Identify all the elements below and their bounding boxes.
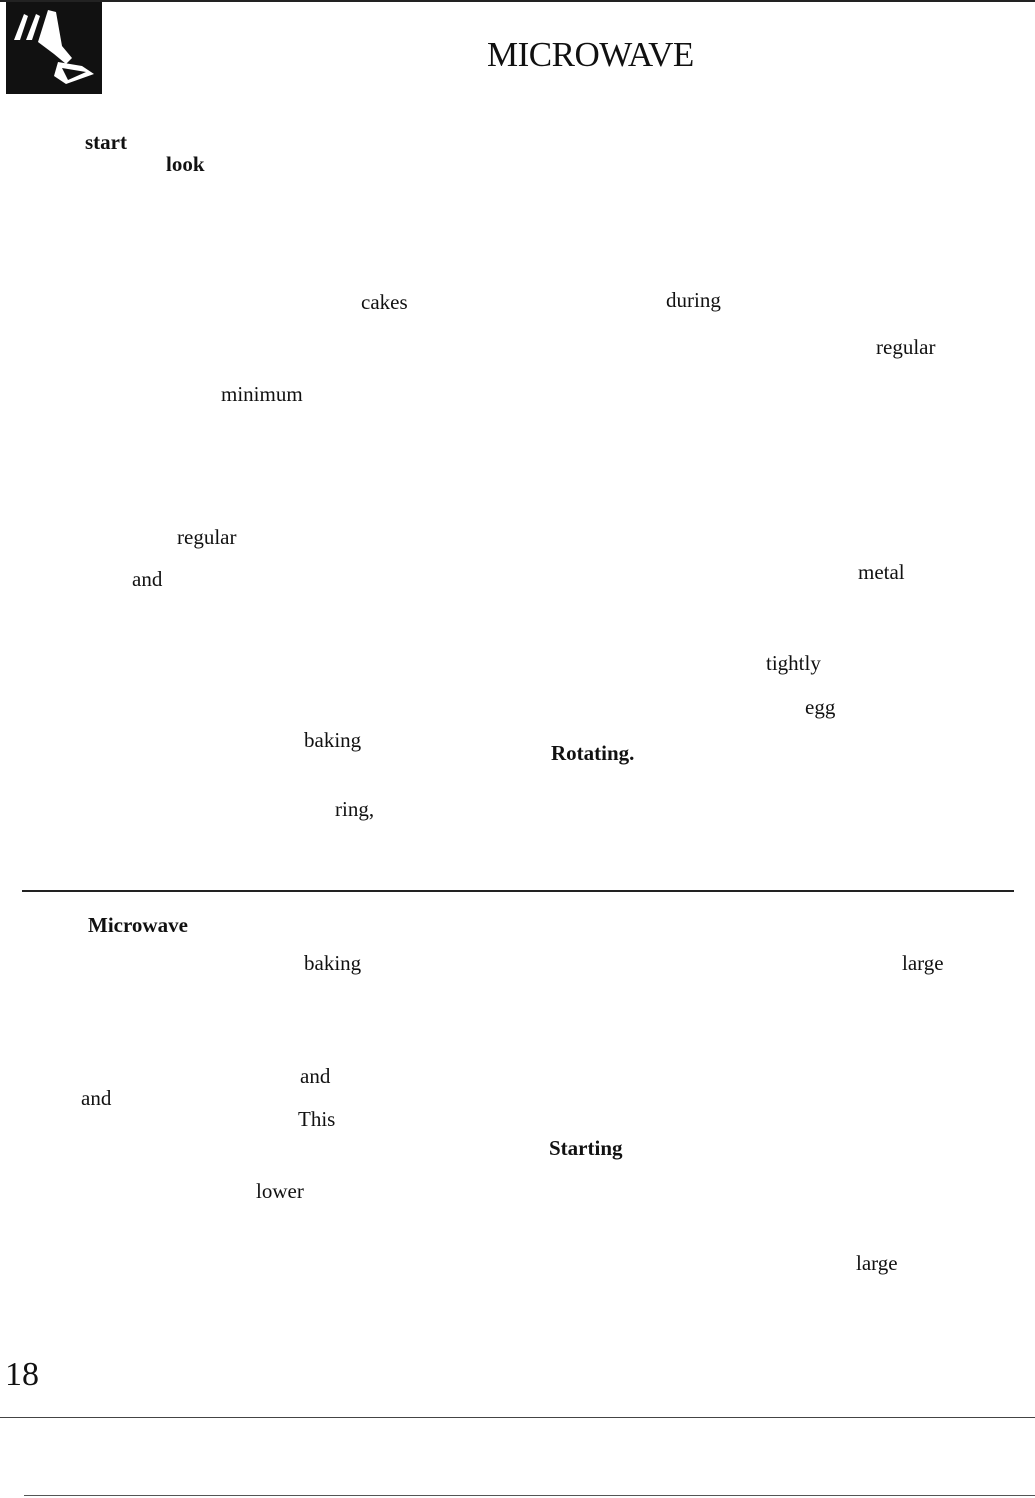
text-rotating: Rotating. — [551, 741, 635, 765]
bottom-rule — [24, 1495, 1035, 1496]
section-divider — [22, 890, 1014, 892]
page-number: 18 — [5, 1356, 39, 1393]
text-minimum: minimum — [221, 382, 303, 406]
top-border — [0, 0, 1035, 2]
footer-rule — [0, 1417, 1035, 1418]
text-and: and — [300, 1064, 331, 1088]
text-regular: regular — [876, 335, 936, 359]
text-and: and — [81, 1086, 112, 1110]
text-tightly: tightly — [766, 651, 821, 675]
page-title: MICROWAVE — [487, 35, 694, 74]
text-during: during — [666, 288, 721, 312]
text-regular: regular — [177, 525, 237, 549]
text-and: and — [132, 567, 163, 591]
text-baking: baking — [304, 951, 362, 975]
text-cakes: cakes — [361, 290, 408, 314]
text-this: This — [298, 1107, 336, 1131]
section-heading-microwave: Microwave — [88, 913, 188, 937]
text-start: start — [85, 130, 127, 154]
hand-pressing-button-icon — [6, 2, 102, 94]
text-ring: ring, — [335, 797, 375, 821]
text-large: large — [902, 951, 944, 975]
text-starting: Starting — [549, 1136, 623, 1160]
text-look: look — [166, 152, 205, 176]
text-egg: egg — [805, 695, 836, 719]
text-lower: lower — [256, 1179, 304, 1203]
text-baking: baking — [304, 728, 362, 752]
text-large: large — [856, 1251, 898, 1275]
text-metal: metal — [858, 560, 905, 584]
